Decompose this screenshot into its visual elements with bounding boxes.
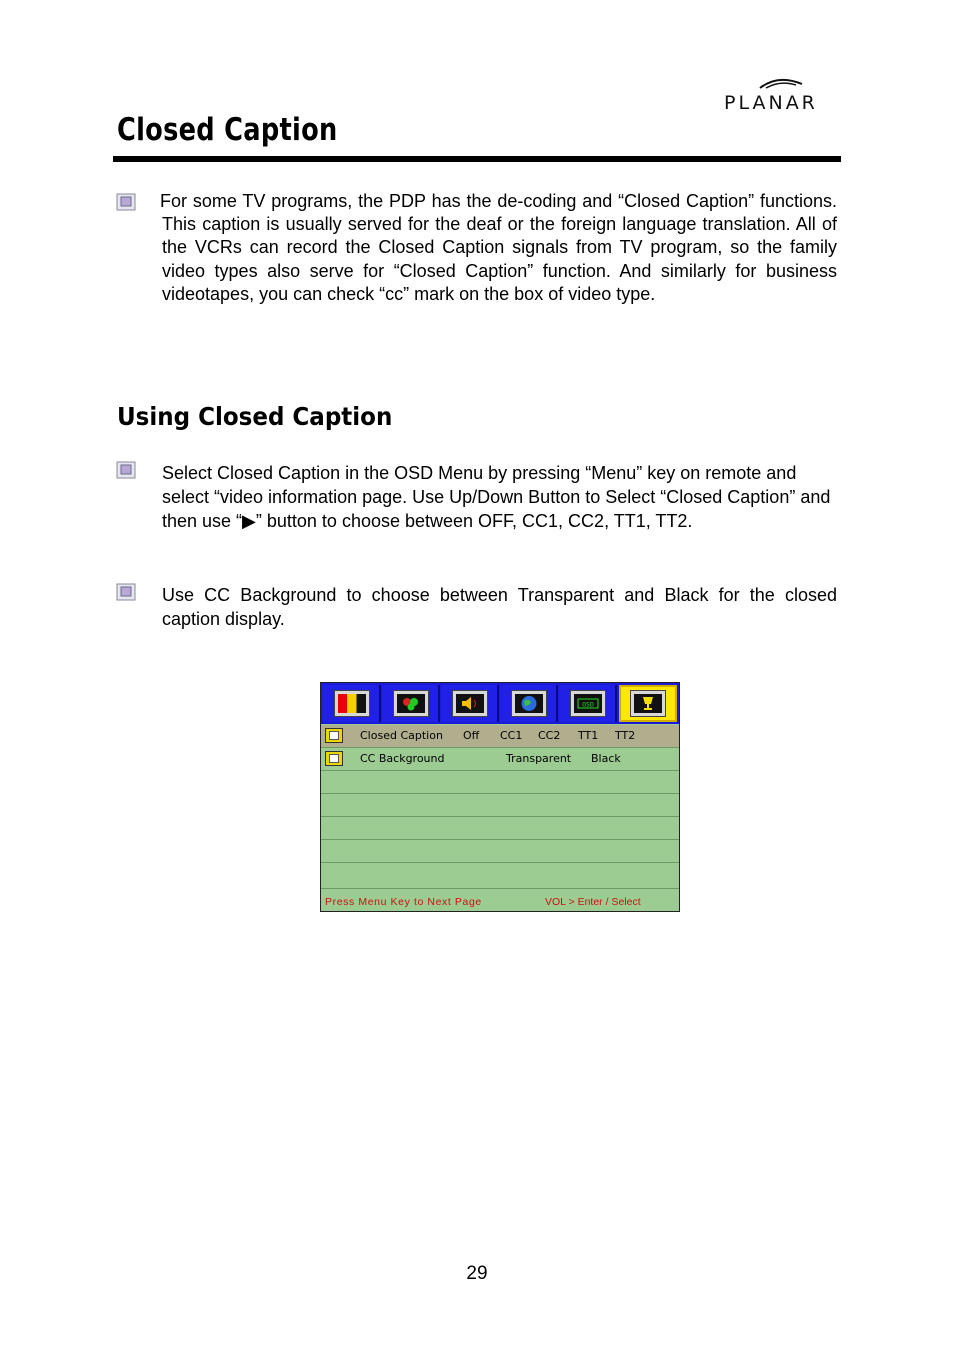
tab-picture[interactable] [323, 685, 381, 722]
osd-footer-controls: VOL > Enter / Select [545, 896, 641, 908]
osd-icon [570, 690, 606, 717]
osd-option[interactable]: CC1 [500, 729, 523, 742]
osd-option[interactable]: CC2 [538, 729, 561, 742]
intro-paragraph: For some TV programs, the PDP has the de-coding and “Closed Caption” functions. This caption is usually served for the deaf or the foreign language translation. All of the VCRs can record the Closed Caption signals from TV program, so the family video types also serve for “Closed Caption” function. And similarly for business videotapes, you can check “cc” mark on the box of video type. [160, 191, 837, 304]
logo-text: PLANAR [724, 92, 818, 114]
tab-osd[interactable] [559, 685, 617, 722]
planar-logo [724, 76, 840, 116]
globe-icon [511, 690, 547, 717]
osd-row-empty [321, 863, 679, 889]
picture-icon [334, 690, 370, 717]
page-bullet-icon [116, 193, 136, 211]
osd-row-empty [321, 794, 679, 817]
caption-icon [325, 728, 343, 743]
osd-option[interactable]: Transparent [506, 752, 572, 765]
osd-option[interactable]: TT2 [615, 729, 636, 742]
osd-tab-label: OSD [582, 700, 594, 709]
tab-setup[interactable] [500, 685, 558, 722]
logo-swoosh-icon [758, 76, 804, 90]
osd-footer [321, 889, 679, 911]
tab-color[interactable] [382, 685, 440, 722]
page-bullet-icon [116, 461, 136, 479]
osd-footer-hint: Press Menu Key to Next Page [325, 896, 482, 908]
color-icon [393, 690, 429, 717]
title-rule [113, 156, 841, 162]
osd-row-label: CC Background [360, 752, 445, 765]
section-heading: Using Closed Caption [117, 402, 393, 431]
osd-option[interactable]: TT1 [578, 729, 599, 742]
caption-icon [325, 751, 343, 766]
audio-icon [452, 690, 488, 717]
osd-row-empty [321, 840, 679, 863]
tab-audio[interactable] [441, 685, 499, 722]
page-number: 29 [466, 1263, 488, 1284]
osd-row-empty [321, 771, 679, 794]
osd-option[interactable]: Off [463, 729, 480, 742]
osd-option[interactable]: Black [591, 752, 621, 765]
osd-tab-bar [321, 683, 679, 724]
bullet-paragraph-2: Use CC Background to choose between Transparent and Black for the closed caption display. [162, 585, 837, 629]
tab-information[interactable] [619, 685, 677, 722]
information-icon [630, 690, 666, 717]
osd-menu [320, 682, 680, 912]
osd-row-cc-background[interactable] [321, 748, 679, 771]
page-bullet-icon [116, 583, 136, 601]
osd-row-label: Closed Caption [360, 729, 443, 742]
bullet-paragraph-1: Select Closed Caption in the OSD Menu by pressing “Menu” key on remote and select “video information page. Use Up/Down Button to Select “Closed Caption” and then use “▶” button to choose between OFF, CC1, CC2, TT1, TT2. [162, 463, 831, 531]
page-title: Closed Caption [117, 112, 338, 148]
osd-row-closed-caption[interactable] [321, 725, 679, 748]
osd-row-empty [321, 817, 679, 840]
